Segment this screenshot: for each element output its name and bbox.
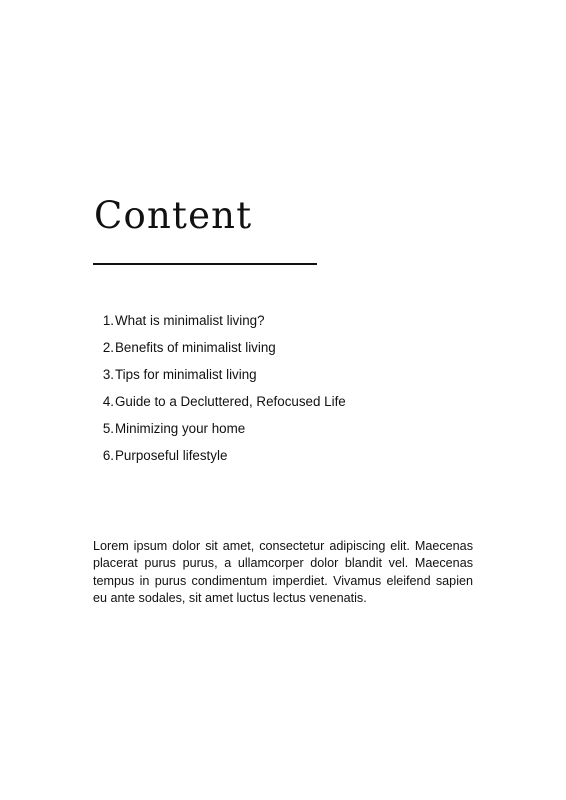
toc-item (98, 364, 346, 391)
toc-item-number: 6. (102, 448, 114, 463)
toc-item (98, 310, 346, 337)
toc-item-number: 3. (102, 367, 114, 382)
toc-item-number: 4. (102, 394, 114, 409)
toc-item-label: Tips for minimalist living (115, 367, 257, 382)
toc-item-label: Guide to a Decluttered, Refocused Life (115, 394, 346, 409)
toc-item-label: Purposeful lifestyle (115, 448, 228, 463)
toc-item-number: 5. (102, 421, 114, 436)
toc-item (98, 445, 346, 472)
toc-item (98, 391, 346, 418)
table-of-contents (98, 310, 346, 472)
toc-item (98, 418, 346, 445)
body-paragraph: Lorem ipsum dolor sit amet, consectetur adipiscing elit. Maecenas placerat purus purus, a ullamcorper dolor blandit vel. Maecenas tempus in purus condimentum imperdiet. Vivamus eleifend sapien eu ante sodales, sit amet luctus lectus venenatis. (93, 539, 473, 606)
toc-item-label: What is minimalist living? (115, 313, 265, 328)
title-underline (93, 263, 317, 265)
page-title: Content (94, 194, 253, 237)
toc-item (98, 337, 346, 364)
toc-item-label: Minimizing your home (115, 421, 246, 436)
toc-item-number: 1. (102, 313, 114, 328)
toc-item-number: 2. (102, 340, 114, 355)
toc-item-label: Benefits of minimalist living (115, 340, 276, 355)
